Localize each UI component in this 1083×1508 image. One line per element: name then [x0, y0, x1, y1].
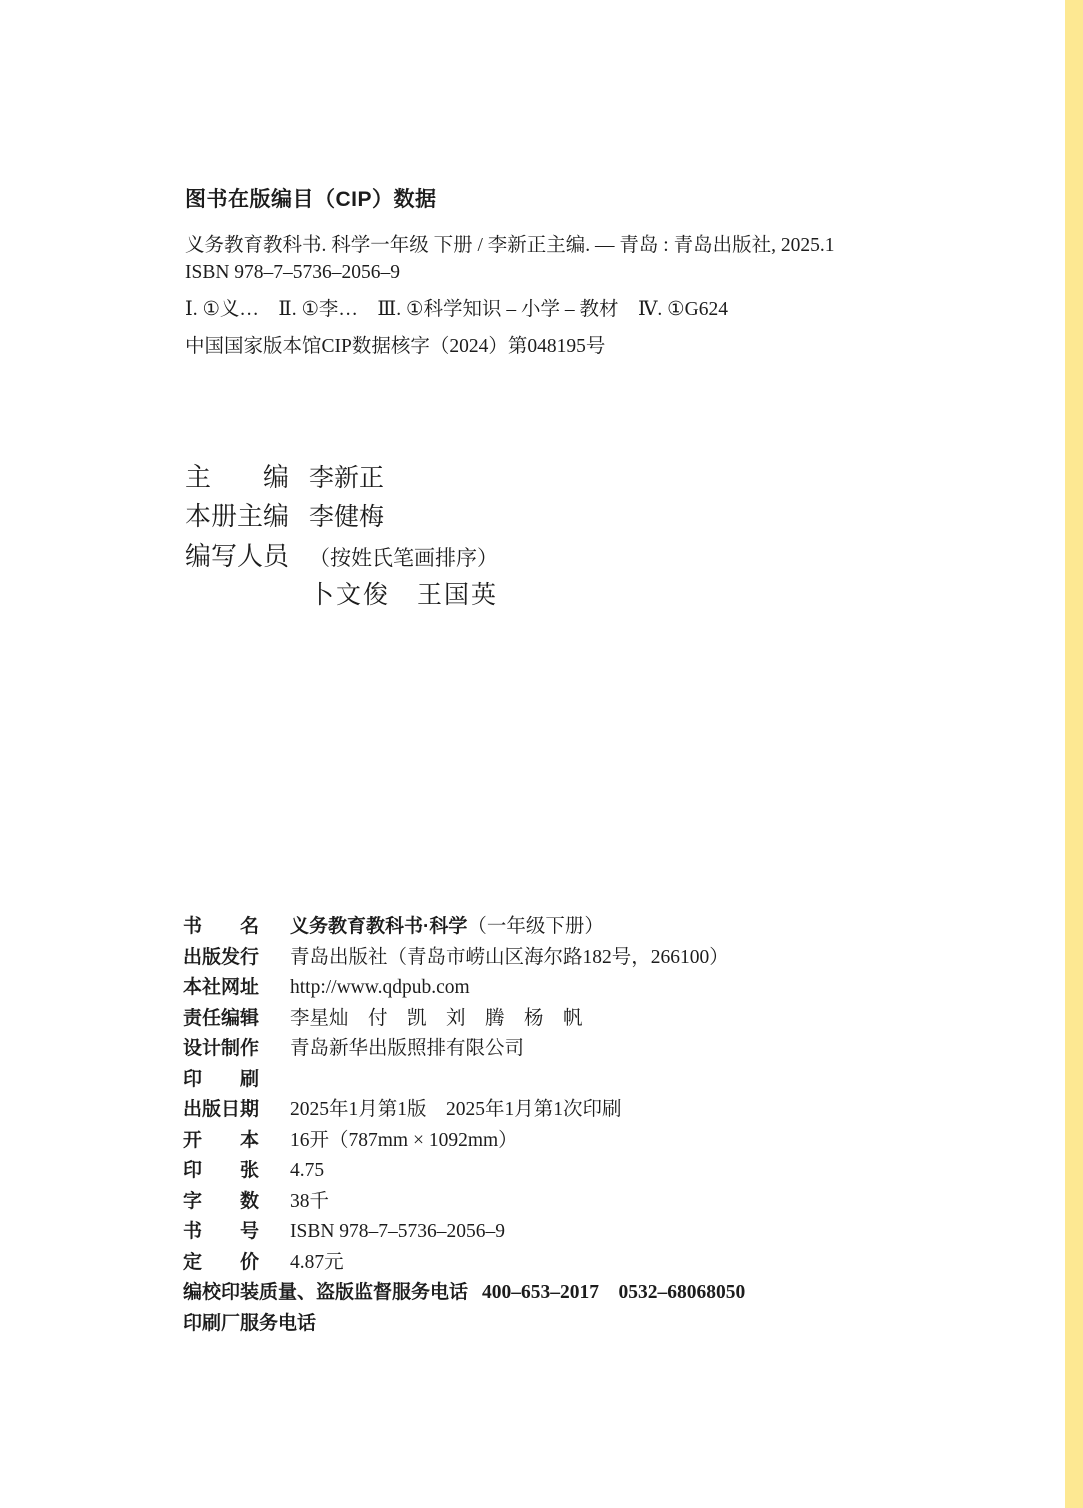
quality-hotline-numbers: 400–653–2017 0532–68068050 — [482, 1282, 746, 1303]
isbn-value: ISBN 978–7–5736–2056–9 — [290, 1221, 506, 1242]
publisher-label: 出版发行 — [183, 946, 260, 968]
cip-isbn: ISBN 978–7–5736–2056–9 — [185, 262, 401, 283]
word-count-value: 38千 — [290, 1190, 330, 1212]
design-value: 青岛新华出版照排有限公司 — [290, 1038, 525, 1059]
colophon-row-isbn — [183, 1221, 745, 1252]
price-label: 定 价 — [183, 1251, 260, 1273]
editor-row-chief — [185, 464, 498, 503]
chief-editor-name: 李新正 — [309, 465, 385, 492]
volume-chief-editor-label: 本册主编 — [185, 502, 290, 532]
chief-editor-label: 主 编 — [185, 463, 290, 492]
colophon-block — [183, 916, 745, 1343]
website-label: 本社网址 — [183, 977, 260, 998]
colophon-row-price — [183, 1252, 745, 1283]
book-title-rest: （一年级下册） — [467, 916, 604, 937]
colophon-row-publisher — [183, 947, 745, 978]
publication-date-value: 2025年1月第1版 2025年1月第1次印刷 — [290, 1099, 622, 1120]
editors-block — [185, 464, 498, 622]
page-edge-strip — [1065, 0, 1083, 1508]
quality-hotline-line — [183, 1282, 745, 1313]
sheets-label: 印 张 — [183, 1160, 260, 1181]
cip-classification: Ⅰ. ①义… Ⅱ. ①李… Ⅲ. ①科学知识 – 小学 – 教材 Ⅳ. ①G624 — [185, 299, 729, 320]
cip-description: 义务教育教科书. 科学一年级 下册 / 李新正主编. — 青岛 : 青岛出版社, 2025.1 — [185, 235, 835, 256]
format-value: 16开（787mm × 1092mm） — [290, 1129, 518, 1151]
website-url: http://www.qdpub.com — [290, 977, 470, 998]
isbn-label: 书 号 — [183, 1221, 260, 1242]
colophon-row-sheets — [183, 1160, 745, 1191]
book-title-bold: 义务教育教科书·科学 — [290, 916, 468, 937]
quality-hotline-label: 编校印装质量、盗版监督服务电话 — [183, 1282, 469, 1303]
colophon-row-book-title — [183, 916, 745, 947]
responsible-editors-label: 责任编辑 — [183, 1007, 260, 1029]
writing-staff-note: （按姓氏笔画排序） — [309, 545, 498, 570]
printer-service-label: 印刷厂服务电话 — [183, 1312, 317, 1334]
colophon-row-format — [183, 1130, 745, 1161]
writing-staff-names: 卜文俊 王国英 — [309, 582, 499, 610]
colophon-row-publication-date — [183, 1099, 745, 1130]
price-value: 4.87元 — [290, 1251, 344, 1273]
format-label: 开 本 — [183, 1129, 260, 1151]
writing-staff-label: 编写人员 — [185, 541, 290, 571]
colophon-row-website — [183, 977, 745, 1008]
sheets-value: 4.75 — [290, 1160, 325, 1181]
word-count-label: 字 数 — [183, 1190, 260, 1212]
book-title-label: 书 名 — [183, 916, 260, 937]
colophon-row-printing — [183, 1069, 745, 1100]
cip-registry-number: 中国国家版本馆CIP数据核字（2024）第048195号 — [185, 336, 606, 357]
editor-row-volume-chief — [185, 503, 498, 542]
colophon-row-responsible-editors — [183, 1008, 745, 1039]
publisher-value: 青岛出版社（青岛市崂山区海尔路182号，266100） — [290, 946, 729, 968]
design-label: 设计制作 — [183, 1038, 260, 1059]
volume-chief-editor-name: 李健梅 — [309, 504, 385, 532]
colophon-row-word-count — [183, 1191, 745, 1222]
editor-row-staff — [185, 543, 498, 582]
printer-service-line — [183, 1313, 745, 1344]
colophon-row-design — [183, 1038, 745, 1069]
editor-row-staff-names — [185, 582, 498, 621]
publication-date-label: 出版日期 — [183, 1099, 260, 1120]
cip-title: 图书在版编目（CIP）数据 — [185, 188, 437, 211]
responsible-editors-names: 李星灿 付 凯 刘 腾 杨 帆 — [290, 1007, 583, 1029]
printing-label: 印 刷 — [183, 1068, 260, 1090]
